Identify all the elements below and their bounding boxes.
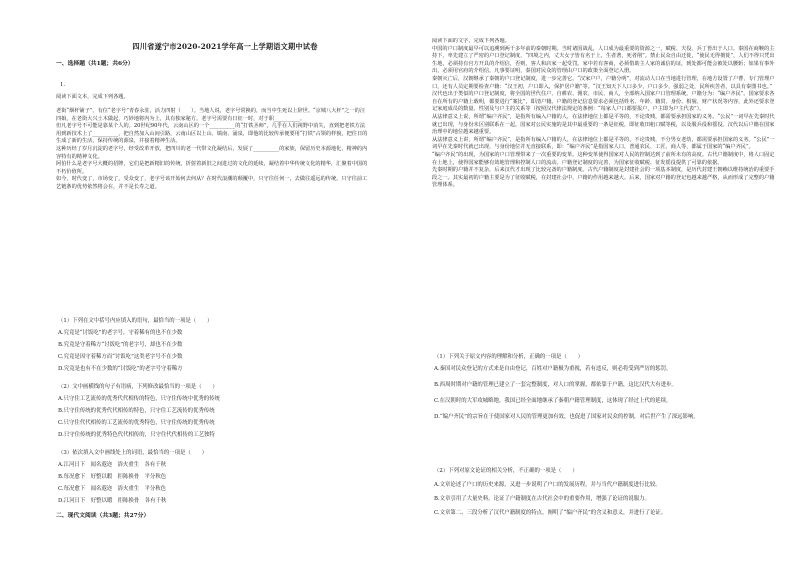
option-b[interactable]: B.究竟是守着稀方“讨饭吃”的老字号，却也不在少数	[58, 342, 183, 348]
option-c[interactable]: C.文章第二、三段分析了汉代户籍制度的特点，阐明了“编户齐民”的含义和意义，并进行了论证。	[434, 510, 667, 516]
passage-para: 这种历经了岁月沉淀的老字号，经受改革开放，把四川的老一代带文化凝结后，发展了__________的家族，保留历史本源地化、精神的内容特有的精神文化。	[56, 145, 368, 160]
question-number: 1.	[60, 82, 66, 88]
option-a[interactable]: A.只守住工艺流传的优秀代代相传的特色，只守住传统中优秀的传统	[58, 396, 220, 402]
article-para: “编户齐民”的出现，为国家的户口管理带来了一次重要的变革。这种变革使得国家对人民的控制达到了前所未有的高度。古代户籍制度中，将人口固定在土地上，使得国家能够有效地管理和控制人口的流动。户籍登记制度的完善，为国家征收赋税、征发徭役提供了可靠的依据。	[432, 151, 775, 166]
option-a[interactable]: A.秦国对民众登记的方式来是自由登记，百姓对户籍极为重视，若有违反，则必将受到严厉的惩罚。	[434, 366, 672, 372]
passage-para: 阿伯什么是老字号大概的招牌，它们是把新精旧的传统，折射着新旧之间进过的文化的延续，凝结着中华传统文化的精华，汇聚着中国的不朽价值所。	[56, 161, 368, 175]
option-b[interactable]: B.西周时期对户籍的管理已建立了一套完整制度，对人口的掌握，都依靠于户籍，这比汉代大有进步。	[434, 382, 677, 388]
passage-para: 老街“烟杆铺子”，有位“老字号”青春永驻，活力四射（ ）。当地人说，老字号常换的，而当中生死以上辞世。“京城八大杆”之一的汪四娘，在老街大兴土木做起，巧妙地将内为上，具有独家秘方。老字号需要有日征一时，对于职__________。	[56, 108, 366, 122]
passage-para: 如今，时代变了，市场变了，受众变了，老字号该开始何去何从？在时代浪潮的颠覆中，只守往任何一，去做往遥远的传统。只守往前工艺链条的优势依然将会在，并不是长寿之道。	[56, 176, 368, 190]
option-d[interactable]: D.“编户齐民”的宗旨在于使国家对人民的管理更加有效，也促进了国家对民众的控制，对后世产生了深远影响。	[434, 414, 699, 420]
article-para: 中国的户口制度最早可以追溯到两千多年前的秦朝时期。当时诸国战乱，人口成为最重要的资源之一，赋税、夫役、兵丁皆出于人口。秦国在商鞅的主持下，率先建立了严密的户口登记制度，“四境之内，丈夫女子皆有名于上，生者著，死者削”。禁止民众自由迁徙，“使民无得擅徙”，人们不得只凭出生地，必须持有官方开具的介绍信，否则，客人和店家一起受罚。家中若有客商，必须借助主人家的诚信的证，到处都可能会被处以腰斩；如果有事外出，必须用官府的介绍信。凡事要证明，秦国对民众的管理由户口的政策全面登记入册。	[432, 45, 775, 75]
passage-para: 但凡老字号不可能是靠某个人的。20世纪90年代，云南山区的一个__________的“打铁圣师”，几乎在人们视野中消失，直到把老铁方法用到新技术上了__________，把自然加入山间引路，云南山区以上山、镇南、涌泉，即他的比较传承便要用“打铁”占领的样貌，把往日的生成了新的生活，保持传统的源泉，并接着精神生活。	[56, 123, 368, 145]
option-b[interactable]: B.每况愈下 好整以暇 拒陈换骨 平分秋色	[58, 474, 167, 480]
right-question-2-stem: （2）下列对原文论证的相关分析，不正确的一项是（ ）	[434, 468, 578, 474]
option-b[interactable]: B.只守住传统的优秀代代相传的特色，只守住工艺流传的优秀传统	[58, 408, 215, 414]
option-d[interactable]: D.究竟是也有不在少数的“讨饭吃”的老字号守着稀方	[58, 366, 183, 372]
option-c[interactable]: C.每况愈下 闻名遐迩 浴火重生 平分秋色	[58, 486, 167, 492]
intro-text: 阅读下面文本，完成下列各题。	[56, 94, 129, 100]
right-column	[432, 0, 776, 562]
article-source: 先秦时期的户籍并不复杂，后来汉代才出现了比较完备的户籍制度。古代户籍制度是封建社会的一项基本制度，是历代封建王朝赖以维持统治的重要手段之一。其实最初的户籍主要是为了征收赋税，在封建社会中，户籍的作用越来越大。后来，国家对户籍的登记也越来越严格，从而形成了完整的户籍管理体系。	[432, 167, 775, 189]
exam-title: 四川省遂宁市2020-2021学年高一上学期语文期中试卷	[132, 42, 318, 51]
option-d[interactable]: D.只守住传统的优秀特色代代相传的，只守住代代相传的工艺独特	[58, 432, 215, 438]
option-c[interactable]: C.只守住代代相传的工艺流传的优秀特色，只守住传统的优秀传统	[58, 420, 215, 426]
passage	[56, 108, 368, 192]
article-para: 阅读下面的文字，完成下列各题。	[432, 38, 510, 44]
option-a[interactable]: A.江河日下 闻名遐迩 浴火重生 各有千秋	[58, 462, 167, 468]
left-column	[50, 0, 372, 562]
article	[432, 38, 776, 350]
option-c[interactable]: C.究竟是因守着稀方而“讨饭吃”这类老字号不在少数	[58, 354, 183, 360]
question-2-stem: （2）文中画横线的句子有语病，下列修改最恰当的一项是（ ）	[58, 384, 218, 390]
question-1-stem: （1）下列在文中括号内应填入的语句，最恰当的一项是（ ）	[58, 318, 213, 324]
option-b[interactable]: B.文章引用了大量史料，论证了户籍制度在古代社会中的重要作用，增强了论证的说服力。	[434, 496, 650, 502]
article-para: 秦朝灭亡后，汉朝继承了秦朝的户口登记制度，进一步完善它。“汉家户户，户籍分明”，对流动人口在当地进行管理，在地方设置了户曹，专门管理户口，还有人员定期要检查户籍：“汉王初，户口即入，保护居户籍”等。“汉王知天下人口多少，户口多少，强弱之处，民所疾苦者，以具有秦图书也。”	[432, 75, 775, 90]
question-3-stem: （3）依次填入文中画线处上的词语，最恰当的一项是（ ）	[58, 450, 207, 456]
section-2-heading: 二、现代文阅读（共3题；共27分）	[56, 513, 150, 519]
reading-intro	[56, 94, 368, 102]
article-para: 从法律意义上讲，所谓“编户齐民”，是指所有编入户籍的人，在法律地位上都是平等的，不论贵贱，不分男女老幼，都需要承担国家的义务。“公民”一词早在先秦时代就已出现，与身份地位并无直接联系，即：“编户齐民”是指国家人口，普通农民、工匠、商人等，都属于国家的“编户齐民”。	[432, 136, 775, 151]
article-para: 从法律意义上说，所谓“编户齐民”，是指所有编入户籍的人，在法律地位上都是平等的，不论贵贱，都需要承担国家的义务。“公民”一词早在先秦时代就已出现，与身份未区别联系在一起。国家对公民实施的是其中最重要的一条是征税，即征收田租口赋等税，以及服兵役和徭役。汉代以后户籍在国家治理中的地位越来越重要。	[432, 113, 775, 136]
option-d[interactable]: D.江河日下 好整以暇 拒陈换骨 各有千秋	[58, 498, 167, 504]
article-para: 汉代也出于类似的户口登记制度，将全国的世代住户、自耕农、佣农、市民、商人，全部纳入国家户口管理系统。户籍分为：“编户齐民”。国家要求各自在所有的户籍上载明，都要进行“案比”，即清户籍。户籍的登记信息要求必须包括姓名、年龄、籍贯、身份、相貌、财产状况等内容，此外还要求登记家庭成员的数量、性别及与户主的关系等（按照汉代律法规定的条例：“每家人户口都要报户，户主即为户主代表”）。	[432, 91, 775, 113]
option-a[interactable]: A.究竟是“讨饭吃”的老字号，守着稀有的也不在少数	[58, 330, 183, 336]
option-c[interactable]: C.在汉朝时的大军攻城略地，我国已经全面地继承了秦朝户籍管理制度，这体现了经过上代的延续。	[434, 398, 672, 404]
option-a[interactable]: A.文章论述了户口的历史来源，又进一步说明了户口的发展历程，并与当代户籍制度进行比较。	[434, 482, 661, 488]
right-question-1-stem: （1）下列关于原文内容的理解和分析，正确的一项是（ ）	[434, 354, 583, 360]
section-1-heading: 一、选择题（共1题；共6分）	[56, 61, 134, 67]
